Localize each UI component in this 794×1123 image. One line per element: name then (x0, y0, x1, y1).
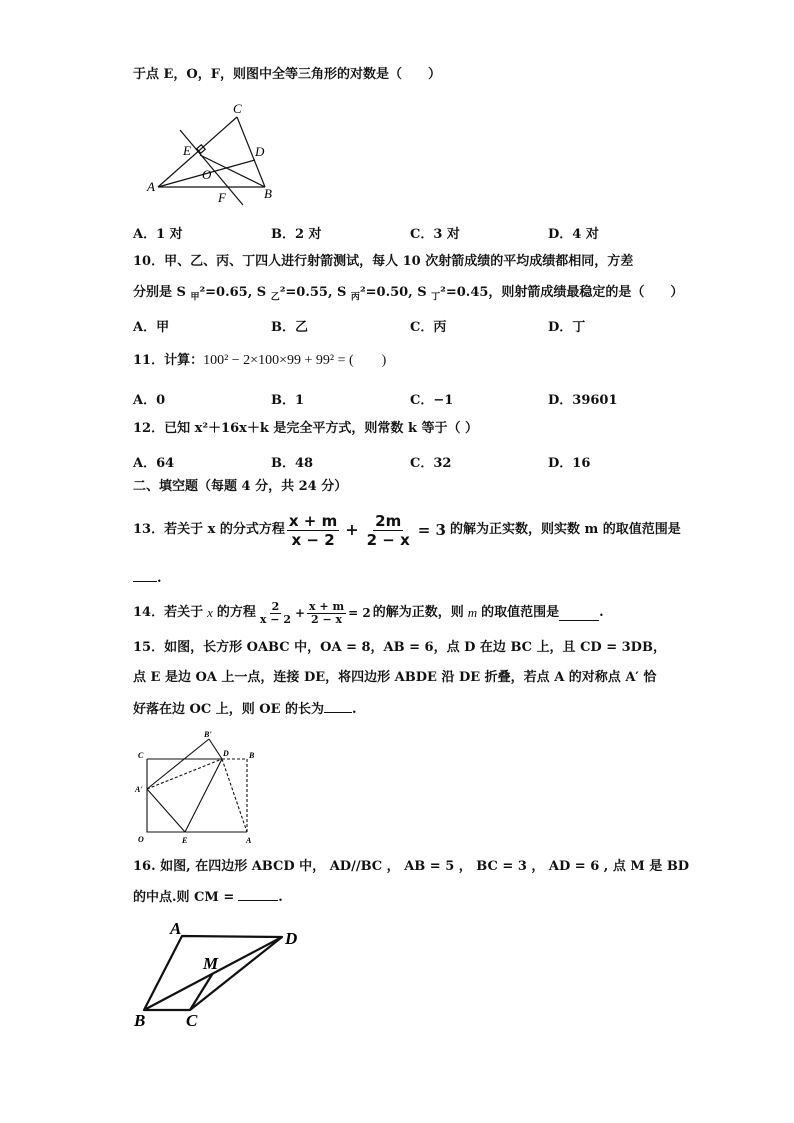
q10-stem-line2: 分别是 S $_甲$²=0.65, S $_乙$²=0.55, S $_丙$²=0.50, S $_丁$²=0.45，则射箭成绩最稳定的是（ ） (133, 285, 684, 303)
q14-stem: 14．若关于 x 的方程 $\frac{2}{x - 2}$ + $\frac{x + m}{2 - x}$ = 2 的解为正数，则 m 的取值范围是 . (133, 599, 604, 626)
q15-label-bprime: B' (204, 730, 212, 739)
q16-answer-blank[interactable] (238, 888, 278, 901)
q12-option-c[interactable]: C．32 (410, 456, 452, 471)
q9-label-b: B (264, 186, 272, 201)
q11-option-a[interactable]: A．0 (133, 393, 166, 408)
q9-label-o: O (202, 167, 212, 182)
q11-stem: 11．计算：100² − 2×100×99 + 99² = ( ) (133, 353, 387, 368)
q15-stem-line1: 15．如图，长方形 OABC 中，OA = 8，AB = 6，点 D 在边 BC 上，且 CD = 3DB， (133, 640, 666, 655)
q15-answer-blank[interactable] (324, 700, 352, 713)
q16-stem-line1: 16. 如图, 在四边形 ABCD 中， AD//BC ， AB = 5 ， BC = 3 ， AD = 6 , 点 M 是 BD (133, 859, 690, 874)
q16-stem-line2: 的中点.则 CM = . (133, 890, 283, 905)
q10-stem-line1: 10．甲、乙、丙、丁四人进行射箭测试，每人 10 次射箭成绩的平均成绩都相同，方差 (133, 254, 634, 269)
q11-expression: 100² − 2×100×99 + 99² = ( ) (203, 353, 387, 368)
q15-label-c: C (138, 751, 144, 760)
q12-option-b[interactable]: B．48 (271, 456, 314, 471)
q15-label-aprime: A' (135, 785, 143, 794)
q13-fraction-1: $\frac{x + m}{x - 2}$ (288, 511, 338, 549)
q15-label-b: B (249, 751, 255, 760)
q10-option-c[interactable]: C．丙 (410, 320, 447, 335)
q11-option-d[interactable]: D．39601 (548, 393, 618, 408)
q15-label-e: E (182, 836, 188, 845)
q9-label-d: D (255, 144, 265, 159)
q16-label-a: A (170, 919, 182, 938)
q9-option-c[interactable]: C．3 对 (410, 227, 460, 242)
q9-stem: 于点 E，O，F，则图中全等三角形的对数是（ ） (133, 67, 441, 82)
q14-fraction-1: $\frac{2}{x - 2}$ (259, 599, 291, 626)
q13-answer-line: . (133, 570, 162, 588)
q10-option-d[interactable]: D．丁 (548, 320, 586, 335)
q12-option-d[interactable]: D．16 (548, 456, 591, 471)
q12-stem: 12．已知 x²＋16x＋k 是完全平方式，则常数 k 等于（ ） (133, 421, 479, 436)
q15-label-d: D (223, 749, 229, 758)
q16-label-m: M (203, 954, 219, 973)
q11-option-c[interactable]: C．−1 (410, 393, 454, 408)
q16-label-b: B (134, 1011, 146, 1030)
q9-option-a[interactable]: A．1 对 (133, 227, 183, 242)
q11-option-b[interactable]: B．1 (271, 393, 305, 408)
q15-label-a: A (246, 836, 252, 845)
section-heading-fill-in: 二、填空题（每题 4 分，共 24 分） (133, 479, 348, 494)
q13-fraction-2: $\frac{2m}{2 - x}$ (366, 511, 410, 549)
q16-label-c: C (186, 1011, 198, 1030)
q16-label-d: D (285, 929, 298, 948)
q9-label-a: A (147, 179, 155, 194)
q9-label-c: C (233, 101, 242, 116)
q13-stem: 13．若关于 x 的分式方程 $\frac{x + m}{x - 2}$ + $\frac{2m}{2 - x}$ = 3 的解为正实数，则实数 m 的取值范围是 (133, 511, 681, 549)
q15-label-o: O (138, 835, 144, 844)
q15-stem-line3: 好落在边 OC 上，则 OE 的长为 . (133, 702, 357, 717)
q14-answer-blank[interactable] (559, 606, 599, 621)
q9-label-f: F (218, 190, 226, 205)
q9-option-d[interactable]: D．4 对 (548, 227, 599, 242)
q15-stem-line2: 点 E 是边 OA 上一点，连接 DE，将四边形 ABDE 沿 DE 折叠，若点 A 的对称点 A′ 恰 (133, 670, 657, 685)
q14-fraction-2: $\frac{x + m}{2 - x}$ (309, 599, 345, 626)
q12-option-a[interactable]: A．64 (133, 456, 175, 471)
q16-figure (130, 918, 310, 1036)
q9-option-b[interactable]: B．2 对 (271, 227, 322, 242)
q15-figure (133, 728, 263, 846)
q10-option-b[interactable]: B．乙 (271, 320, 308, 335)
q13-answer-blank[interactable] (133, 581, 157, 582)
q9-figure (145, 100, 285, 210)
q10-option-a[interactable]: A．甲 (133, 320, 170, 335)
q9-label-e: E (183, 143, 191, 158)
